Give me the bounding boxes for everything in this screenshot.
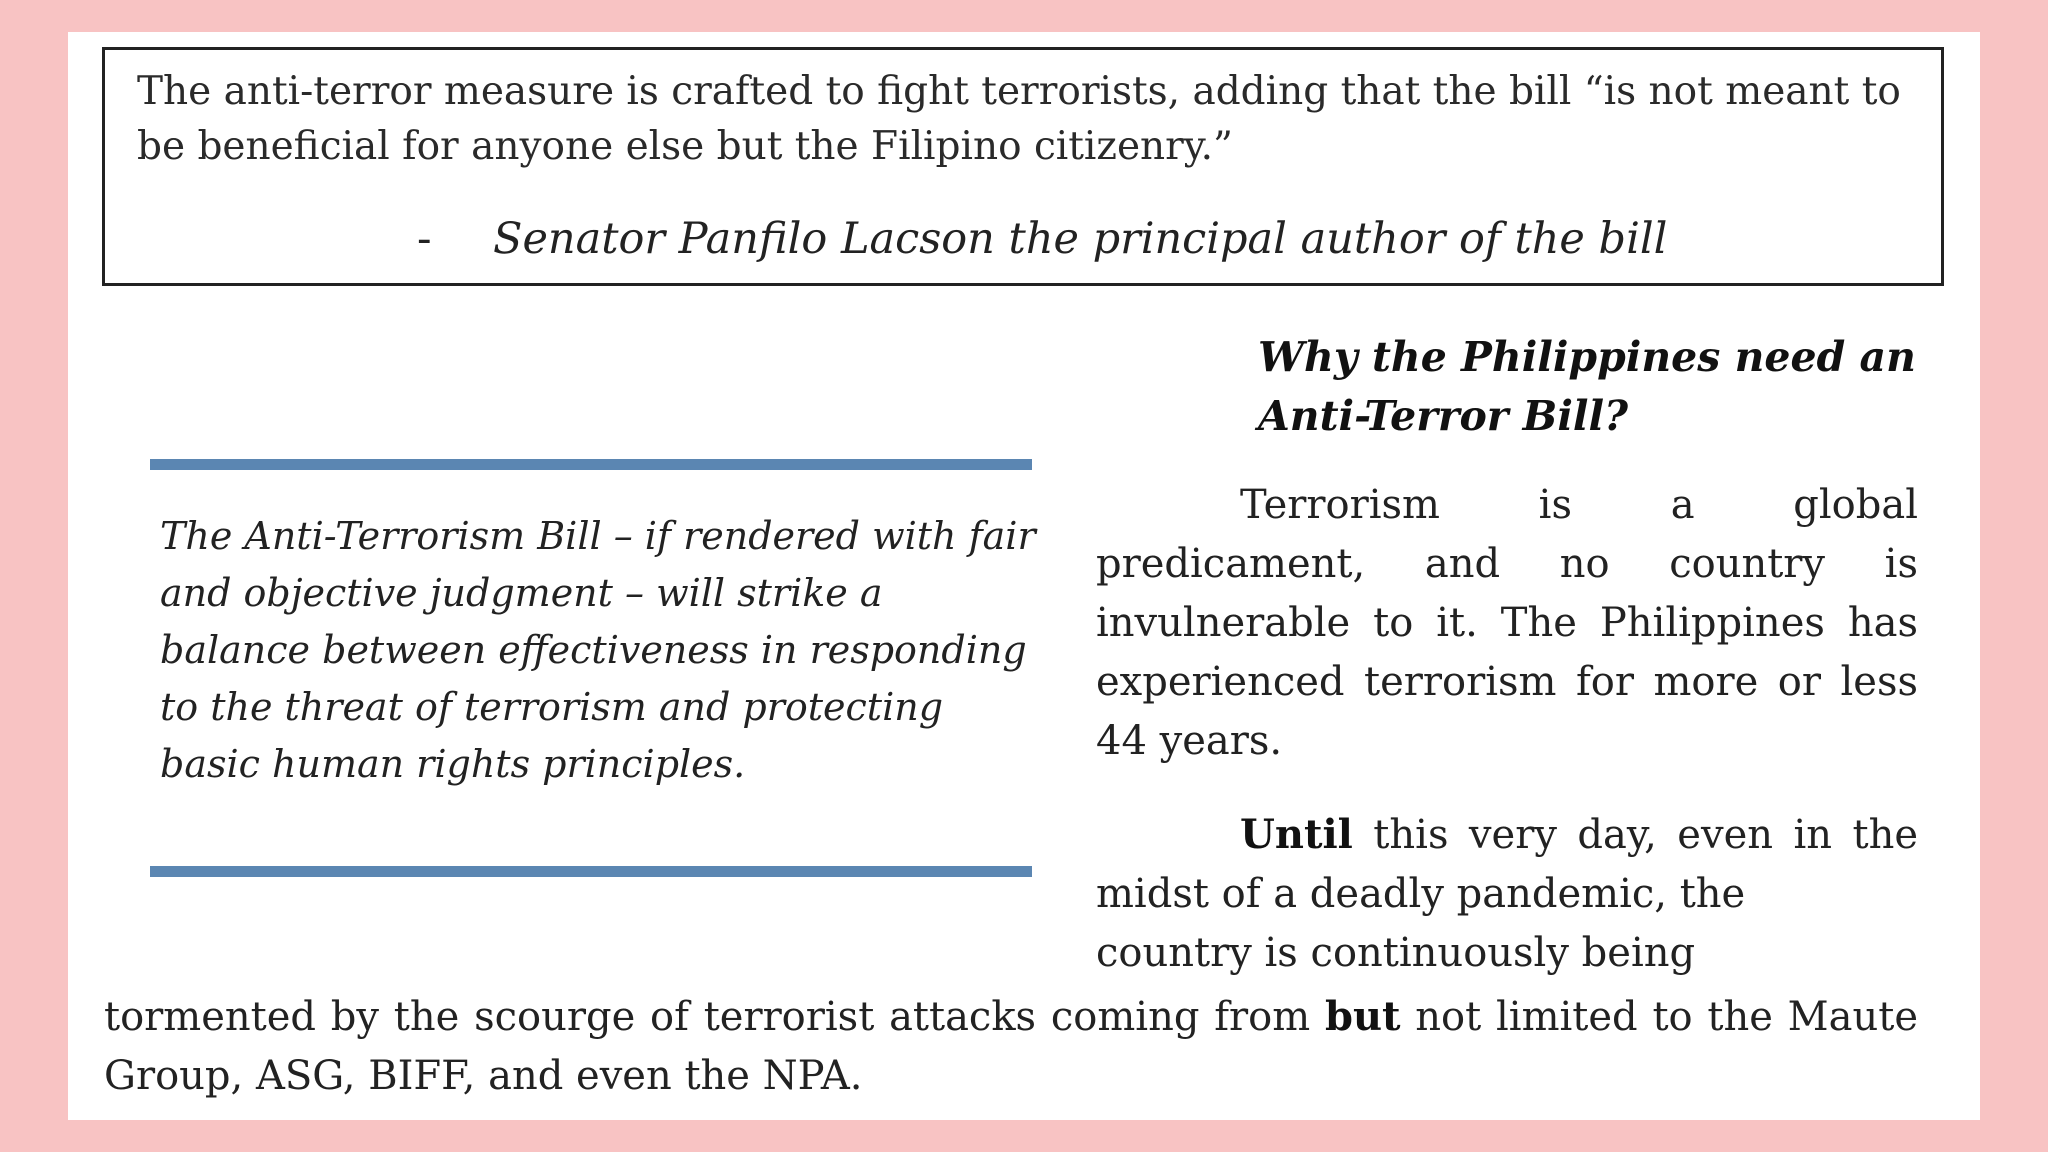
paragraph-until-last-line: country is continuously being — [1096, 930, 1696, 976]
paragraph-terrorism: Terrorism is a global predicament, and no country is invulnerable to it. The Philippines has experienced terrorism for more or less 44 years. — [1096, 482, 1918, 764]
quote-text: The anti-terror measure is crafted to fight terrorists, adding that the bill “is not meant to be beneficial for anyone else but the Filipino citizenry.” — [137, 69, 1901, 169]
pullquote-bottom-rule — [150, 866, 1032, 877]
paragraph-until-rest: this very day, even in the midst of a deadly pandemic, the — [1096, 812, 1918, 917]
quote-box — [102, 47, 1944, 286]
continuation-part1: tormented by the scourge of terrorist attacks coming from — [104, 994, 1325, 1040]
document-page — [68, 32, 1980, 1120]
pullquote-text: The Anti-Terrorism Bill – if rendered with fair and objective judgment – will strike a balance between effectiveness in responding to the threat of terrorism and protecting basic human rights principles. — [160, 514, 1036, 786]
continuation-part2: not limited to the Maute Group, ASG, BIFF, and even the NPA. — [104, 994, 1918, 1099]
quote-attribution — [417, 214, 1667, 264]
section-heading: Why the Philippines need an Anti-Terror Bill? — [1258, 333, 1916, 440]
paragraph-until — [1096, 805, 1918, 983]
pullquote-top-rule — [150, 459, 1032, 470]
attribution-dash: - — [417, 214, 432, 264]
paragraph-continuation — [104, 987, 1918, 1106]
paragraph-until-bold: Until — [1240, 811, 1353, 858]
attribution-text: Senator Panfilo Lacson the principal author of the bill — [493, 214, 1668, 264]
continuation-bold: but — [1324, 993, 1401, 1040]
